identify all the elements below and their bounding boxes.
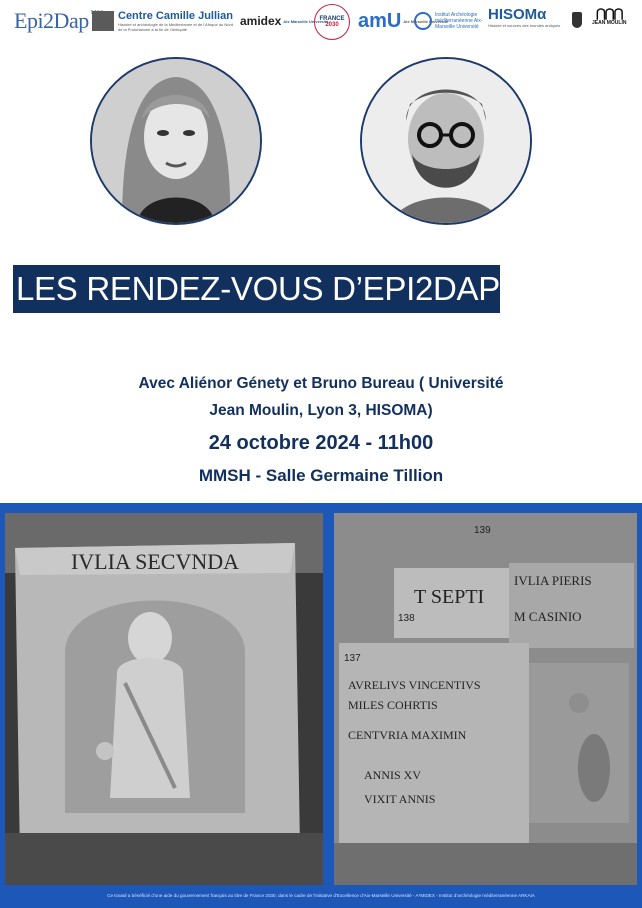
stele-inscription: IVLIA SECVNDA bbox=[70, 549, 240, 574]
ccj-title: Centre Camille Jullian bbox=[118, 10, 233, 22]
epi2dap-logo-text: Epi2Dap bbox=[14, 8, 89, 33]
hisoma-logo bbox=[488, 6, 560, 36]
stone-text-2: AVRELIVS VINCENTIVS bbox=[348, 678, 481, 692]
hisoma-sub: Histoire et sources des mondes antiques bbox=[488, 23, 561, 28]
crest-icon bbox=[572, 12, 582, 28]
speaker-photo-bruno bbox=[360, 57, 532, 225]
event-date: 24 octobre 2024 - 11h00 bbox=[208, 432, 434, 454]
speaker-photo-alienor bbox=[90, 57, 262, 225]
france-2030-logo bbox=[314, 4, 350, 40]
event-venue: MMSH - Salle Germaine Tillion bbox=[198, 466, 444, 485]
amidex-sub: Aix Marseille Université bbox=[283, 18, 329, 24]
portrait-man-image bbox=[362, 59, 530, 223]
partner-logos bbox=[0, 0, 642, 44]
stone-side-text-1: IVLIA PIERIS bbox=[514, 573, 592, 588]
stone-number-138: 138 bbox=[398, 613, 415, 624]
stone-text-4: CENTVRIA MAXIMIN bbox=[348, 728, 467, 742]
portrait-woman-image bbox=[92, 59, 260, 223]
iam-logo bbox=[414, 6, 489, 36]
hisoma-text: HISOMα bbox=[488, 6, 547, 23]
jean-moulin-logo bbox=[592, 6, 626, 36]
stone-number-137: 137 bbox=[344, 653, 361, 664]
amidex-text: amidex bbox=[240, 14, 282, 28]
amu-sub: Aix Marseille Université bbox=[403, 18, 449, 24]
stone-text-5: ANNIS XV bbox=[364, 768, 421, 782]
speakers-info bbox=[0, 370, 642, 424]
stone-number-139: 139 bbox=[474, 525, 491, 536]
funding-credit: Ce travail a bénéficié d'une aide du gouvernement français au titre de France 2030, dans le cadre de l'Initiative d'Excellence d'Aix-Marseille Université - A*MIDEX - Institut d'archéologie méditerranéenne ARKAIA bbox=[107, 893, 535, 898]
inscriptions-photo-band bbox=[0, 503, 642, 908]
speakers-line-1: Avec Aliénor Génety et Bruno Bureau ( Université bbox=[138, 375, 504, 392]
epi2dap-logo bbox=[14, 6, 103, 36]
stone-side-text-2: M CASINIO bbox=[514, 609, 582, 624]
ccj-subtitle: Histoire et archéologie de la Méditerranée et de l'Afrique du Nord de la Protohistoire à la fin de l'Antiquité bbox=[118, 22, 234, 32]
speakers-line-2: Jean Moulin, Lyon 3, HISOMA) bbox=[209, 402, 433, 419]
centre-camille-jullian-logo bbox=[92, 6, 238, 36]
stone-text-1: T SEPTI bbox=[414, 586, 485, 608]
event-title-banner: LES RENDEZ-VOUS D’EPI2DAP bbox=[13, 265, 500, 313]
inscribed-stones-image bbox=[334, 513, 637, 885]
column-icon bbox=[92, 11, 114, 31]
stele-photo-right bbox=[334, 513, 637, 885]
funerary-stele-image bbox=[5, 513, 323, 885]
stele-photo-left bbox=[5, 513, 323, 885]
jean-moulin-text: JEAN MOULIN bbox=[592, 20, 627, 26]
iam-text: Institut Archéologie méditerranéenne Aix-Marseille Université bbox=[435, 12, 483, 30]
amu-text: amU bbox=[358, 9, 402, 32]
france-bottom: 2030 bbox=[325, 22, 339, 28]
arches-icon: ⋂⋂⋂ bbox=[595, 6, 623, 20]
stone-text-3: MILES COHRTIS bbox=[348, 698, 438, 712]
france-top: FRANCE bbox=[319, 16, 345, 22]
stone-text-6: VIXIT ANNIS bbox=[364, 792, 436, 806]
iam-icon bbox=[414, 12, 432, 30]
